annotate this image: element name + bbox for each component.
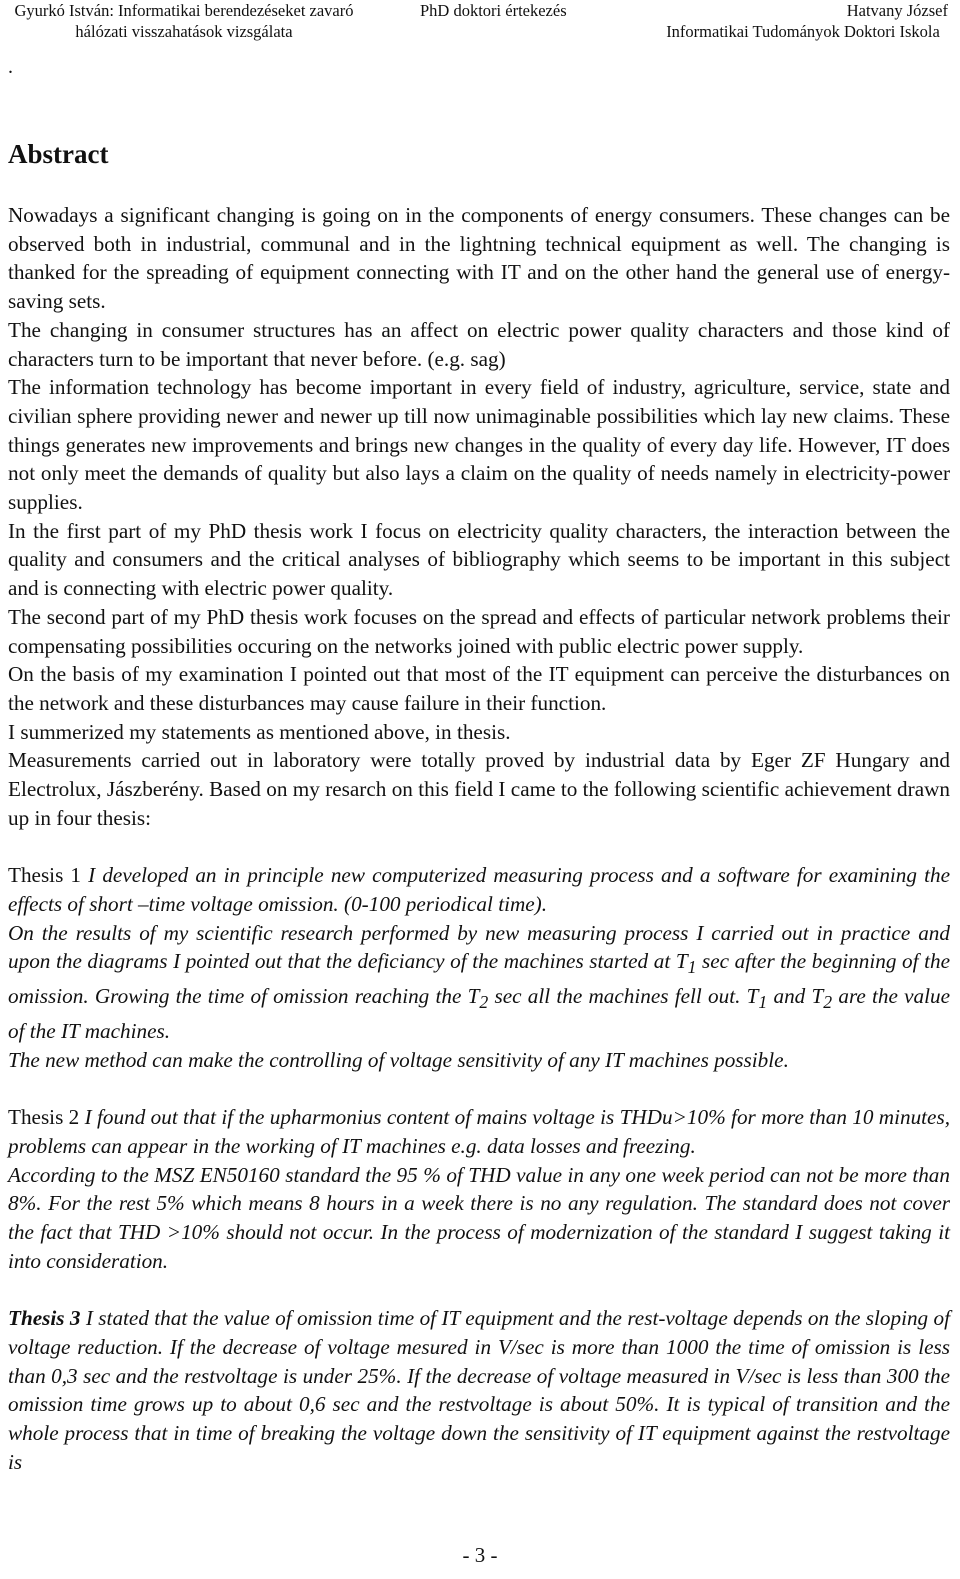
- thesis-2-statement: I found out that if the upharmonius content of mains voltage is THDu>10% for more than 10 minutes, problems can appear in the working of IT machines e.g. data losses and freezing.: [8, 1105, 950, 1158]
- header-left-line1: Gyurkó István: Informatikai berendezéseket zavaró: [14, 1, 354, 20]
- thesis-3-lead: [8, 1304, 950, 1476]
- page-title: Abstract: [8, 139, 109, 169]
- paragraph-6: On the basis of my examination I pointed out that most of the IT equipment can perceive the disturbances on the network and these disturbances may cause failure in their function.: [8, 662, 950, 715]
- thesis-1-text-e: are the value of the IT machines.: [8, 984, 951, 1044]
- paragraph-1: Nowadays a significant changing is going on in the components of energy consumers. These changes can be observed both in industrial, communal and in the lightning technical equipment as well. The changing is thanked for the spreading of equipment connecting with IT and on the other hand the general use of energy-saving sets.: [8, 203, 950, 314]
- paragraph-7: I summerized my statements as mentioned above, in thesis.: [8, 719, 511, 744]
- paragraph-8: Measurements carried out in laboratory were totally proved by industrial data by Eger ZF Hungary and Electrolux, Jászberény. Based on my resarch on this field I came to the following scientific achievement drawn up in four thesis:: [8, 748, 950, 830]
- t2-symbol: $T_2$: [467, 984, 489, 1013]
- header-right-line1: Hatvany József: [846, 1, 948, 20]
- thesis-1-lead: [8, 861, 950, 918]
- thesis-3-statement: I stated that the value of omission time of IT equipment and the rest-voltage depends on the sloping of voltage reduction. If the decrease of voltage mesured in V/sec is more than 1000 the time of omission is less than 0,3 sec and the restvoltage is under 25%. If the decrease of voltage measured in V/sec is less than 300 the omission time grows up to about 0,6 sec and the restvoltage is about 50%. It is typical of transition and the whole process that in time of breaking the voltage down the sensitivity of IT equipment against the restvoltage is: [8, 1306, 951, 1474]
- thesis-1-text-d: and: [773, 984, 806, 1009]
- thesis-1-label: Thesis 1: [8, 863, 82, 888]
- page-number: - 3 -: [462, 1543, 498, 1567]
- thesis-3-label: Thesis 3: [8, 1306, 81, 1331]
- thesis-2-lead: [8, 1103, 950, 1160]
- header-left-line2: hálózati visszahatások vizsgálata: [75, 22, 293, 41]
- thesis-1-last: The new method can make the controlling of voltage sensitivity of any IT machines possible.: [8, 1047, 789, 1072]
- thesis-2-text: According to the MSZ EN50160 standard the 95 % of THD value in any one week period can not be more than 8%. For the rest 5% which means 8 hours in a week there is no any regulation. The standard does not cover the fact that THD >10% should not occur. In the process of modernization of the standard I suggest taking it into consideration.: [8, 1162, 950, 1273]
- thesis-1-body: [8, 919, 950, 1046]
- thesis-2-body: [8, 1161, 950, 1276]
- paragraph-3: The information technology has become important in every field of industry, agriculture, service, state and civilian sphere providing newer and newer up till now unimaginable possibilities which lay new claims. These things generates new improvements and brings new changes in the quality of every day life. However, IT does not only meet the demands of quality but also lays a claim on the quality of needs namely in electricity-power supplies.: [8, 375, 950, 515]
- header-right-line2: Informatikai Tudományok Doktori Iskola: [666, 22, 940, 41]
- thesis-1-text-b: sec after the beginning of the omission. Growing the time of omission reaching the: [8, 949, 951, 1009]
- thesis-1-text-c: sec all the machines fell out.: [494, 984, 741, 1009]
- thesis-2-label: Thesis 2: [8, 1105, 80, 1130]
- header-left: [8, 0, 360, 42]
- header-center: PhD doktori értekezés: [420, 1, 567, 20]
- paragraph-2: The changing in consumer structures has an affect on electric power quality characters and those kind of characters turn to be important that never before. (e.g. sag): [8, 317, 950, 371]
- t1-symbol-2: $T_1$: [746, 984, 768, 1013]
- abstract-body: [8, 201, 950, 1476]
- thesis-1-text-a: On the results of my scientific research performed by new measuring process I carried out in practice and upon the diagrams I pointed out that the deficiancy of the machines started at: [8, 920, 950, 974]
- paragraph-4: In the first part of my PhD thesis work I focus on electricity quality characters, the interaction between the quality and consumers and the critical analyses of bibliography which seems to be important in this subject and is connecting with electric power quality.: [8, 518, 950, 601]
- thesis-1-conclusion: [8, 1046, 950, 1075]
- t1-symbol: $T_1$: [675, 949, 697, 978]
- header-right: [658, 0, 948, 42]
- paragraph-5: The second part of my PhD thesis work focuses on the spread and effects of particular network problems their compensating possibilities occuring on the networks joined with public electric power supply.: [8, 604, 950, 658]
- thesis-1-statement: I developed an in principle new computerized measuring process and a software for examining the effects of short –time voltage omission. (0-100 periodical time).: [8, 863, 950, 916]
- t2-symbol-2: $T_2$: [811, 984, 833, 1013]
- stray-dot: .: [8, 56, 13, 78]
